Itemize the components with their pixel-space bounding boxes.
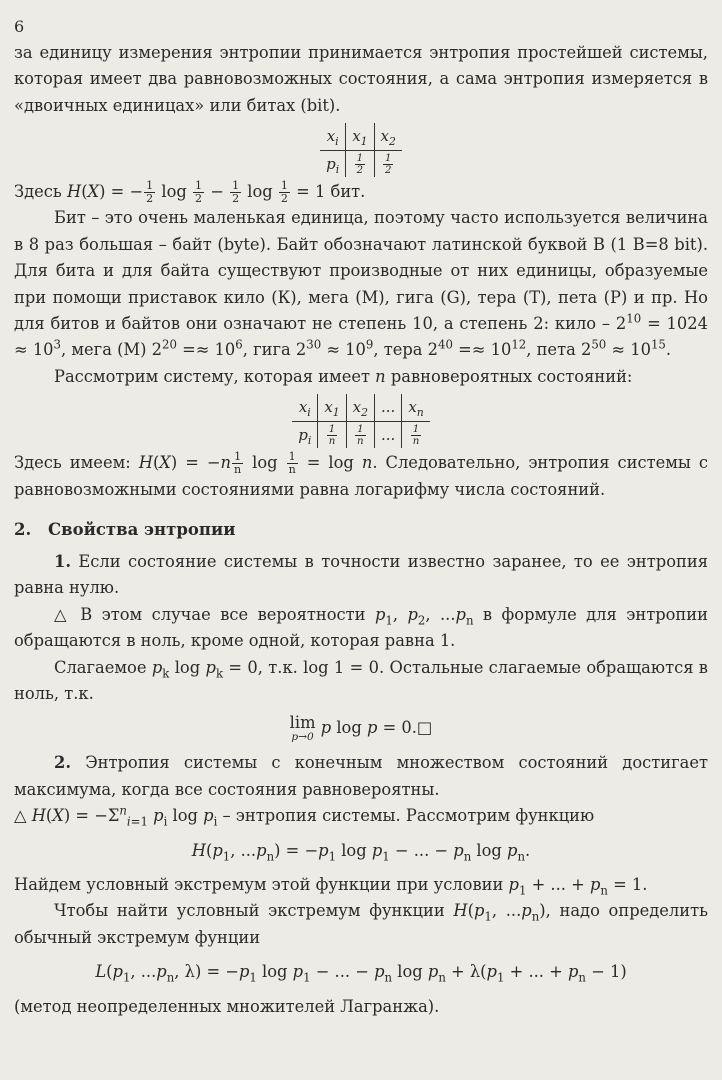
lagrange-formula: $L(p_1$, $...p_n$, $\lambda) = -p_1$ $\log p_1$ − ... − $p_n$ $\log p_n + \lambda(p_1$ + ... + $p_n - 1$) <box>95 962 627 985</box>
paragraph-4: Рассмотрим систему, которая имеет n равновероятных состояний: <box>54 366 633 386</box>
section-number: 2. <box>14 519 32 539</box>
property-2-number: 2. <box>54 753 71 773</box>
table2-pdots: ... <box>375 421 402 448</box>
table2-p1: $\frac{1}{n}$ <box>318 421 346 448</box>
paragraph-2: Здесь H(X) = − $\frac{1}{2}$ log $\frac{1}{2}$ − $\frac{1}{2}$ log $\frac{1}{2}$ = 1 бит. <box>14 178 366 206</box>
distribution-table-2 <box>292 394 430 448</box>
table1-head-x2: $x_2$ <box>374 123 402 150</box>
section-title: Свойства энтропии <box>48 519 236 539</box>
limit-subscript: p→0 <box>291 730 314 743</box>
table1-head-x1: $x_1$ <box>346 123 374 150</box>
limit-formula: lim p→0 p log p = 0.□ <box>289 713 433 743</box>
property-1-text: Если состояние системы в точности известно заранее, то ее энтропия равна нулю. <box>14 551 708 598</box>
table2-head-dots: ... <box>375 394 402 421</box>
section-heading <box>14 517 708 543</box>
table1-pi: $p_i$ <box>326 154 340 176</box>
page-number: 6 <box>14 17 25 36</box>
paragraph-5: Здесь имеем: H(X) = −n $\frac{1}{n}$ log $\frac{1}{n}$ = log n. Следовательно, энтропия системы с равновозможными состояниями равна логарифму числа состояний. <box>14 449 708 499</box>
table1-p2: $\frac{1}{2}$ <box>374 150 402 177</box>
property-1 <box>14 549 708 602</box>
table1-p1: $\frac{1}{2}$ <box>346 150 374 177</box>
table1-head-xi: $x_i$ <box>320 123 346 150</box>
table2-head-xn: $x_n$ <box>402 394 430 421</box>
entropy-function-formula: $H(p_1$, $...p_n) = -p_1$ $\log p_1$ − ... − $p_n$ $\log p_n$. <box>191 840 531 863</box>
paragraph-6: Найдем условный экстремум этой функции при условии $p_1$ + ... + $p_n = 1$. <box>14 874 648 898</box>
table2-p2: $\frac{1}{n}$ <box>346 421 374 448</box>
property-1-number: 1. <box>54 551 71 571</box>
property-2 <box>14 750 708 803</box>
table2-head-x2: $x_2$ <box>346 394 374 421</box>
paragraph-7: Чтобы найти условный экстремум функции $H(p_1$, $...p_n$), надо определить обычный экстремум фунции <box>14 901 708 947</box>
property-1-proof-2: Слагаемое $p_k$ $\log p_k = 0$, т.к. log 1 = 0. Остальные слагаемые обращаются в ноль, т.к. <box>14 657 708 703</box>
table2-pn: $\frac{1}{n}$ <box>402 421 430 448</box>
property-2-text: Энтропия системы с конечным множеством состояний достигает максимума, когда все состояния равновероятны. <box>14 753 708 799</box>
table2-pi: $p_i$ <box>298 425 312 447</box>
table2-head-x1: $x_1$ <box>318 394 346 421</box>
paragraph-3: Бит – это очень маленькая единица, поэтому часто используется величина в 8 раз большая – байт (byte). Байт обозначают латинской буквой B (1 B=8 bit). Для бита и для байта существуют производные от них единицы, образуемые при помощи приставок кило (К), мега (М), гига (G), тера (T), пета (P) и пр. Но для битов и байтов они означают не степень 10, а степень 2: кило – $2^{10} = 1024 \approx 10^3$, мега (M) $2^{20} =\approx 10^6$, гига $2^{30} \approx 10^9$, тера $2^{40} =\approx 10^{12}$, пета $2^{50} \approx 10^{15}$. <box>14 208 708 360</box>
table2-head-xi: $x_i$ <box>292 394 318 421</box>
distribution-table-1 <box>320 123 402 177</box>
property-2-proof: △ $H(X) = -\Sigma^n_{i=1}$ $p_i$ $\log p_i$ – энтропия системы. Рассмотрим функцию <box>14 803 595 829</box>
paragraph-8: (метод неопределенных множителей Лагранжа). <box>14 996 440 1016</box>
para2-prefix: Здесь <box>14 182 62 202</box>
property-1-proof: △ В этом случае все вероятности $p_1$, $p_2$, $...p_n$ в формуле для энтропии обращаются в ноль, кроме одной, которая равна 1. <box>14 604 708 651</box>
paragraph-1: за единицу измерения энтропии принимается энтропия простейшей системы, которая имеет два равновозможных состояния, а сама энтропия измеряется в «двоичных единицах» или битах (bit). <box>14 43 708 115</box>
